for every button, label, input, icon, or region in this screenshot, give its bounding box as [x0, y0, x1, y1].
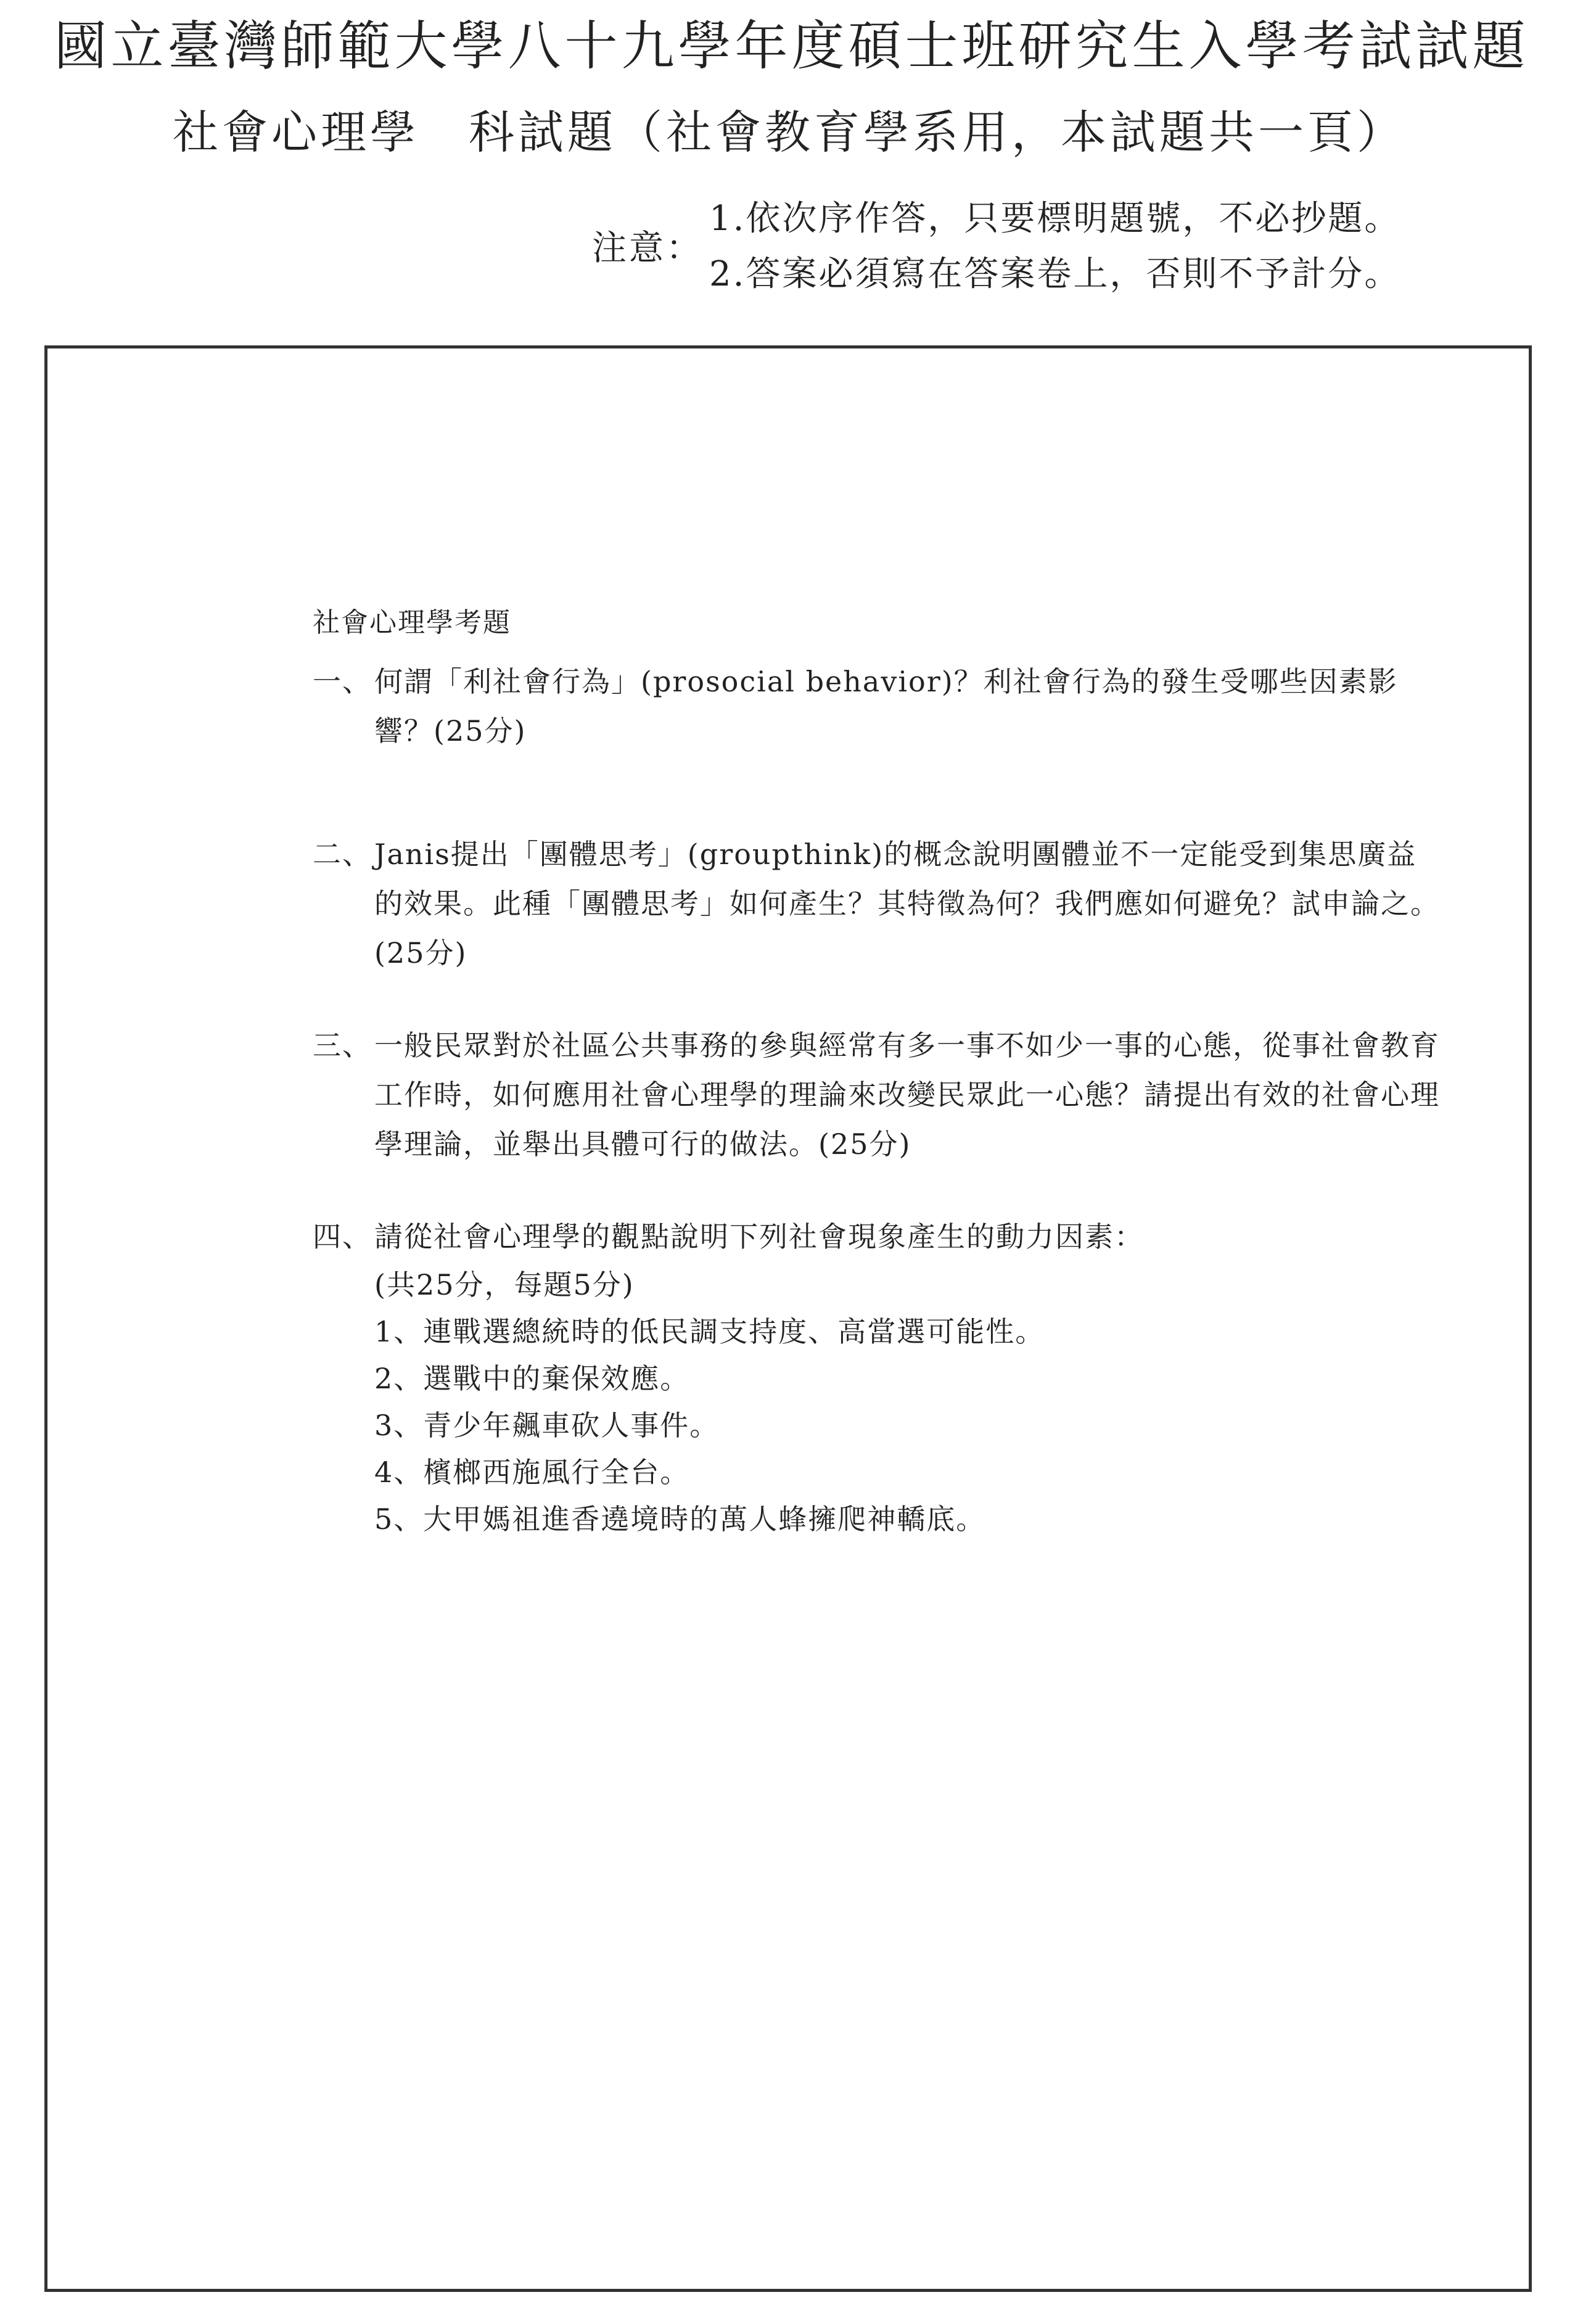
question-number: 二、 — [313, 838, 372, 871]
question-frame — [44, 345, 1532, 2292]
question-text: 一般民眾對於社區公共事務的參與經常有多一事不如少一事的心態，從事社會教育工作時，如何應用社會心理學的理論來改變民眾此一心態？請提出有效的社會心理學理論，並舉出具體可行的做法。(25分) — [374, 1029, 1440, 1161]
list-item: 3、青少年飆車砍人事件。 — [374, 1409, 720, 1442]
list-item: 2、選戰中的棄保效應。 — [374, 1362, 690, 1395]
question-3 — [313, 1021, 1441, 1169]
question-text: 請從社會心理學的觀點說明下列社會現象產生的動力因素： — [374, 1220, 1144, 1253]
question-4-sublist — [374, 1261, 1045, 1543]
question-number: 一、 — [313, 665, 372, 698]
question-2 — [313, 830, 1441, 978]
list-item: 4、檳榔西施風行全台。 — [374, 1456, 690, 1489]
question-number: 三、 — [313, 1029, 372, 1062]
question-content — [47, 348, 1529, 2289]
question-number: 四、 — [313, 1220, 372, 1253]
exam-heading: 社會心理學考題 — [313, 607, 511, 638]
question-text: Janis提出「團體思考」(groupthink)的概念說明團體並不一定能受到集思廣益的效果。此種「團體思考」如何產生？其特徵為何？我們應如何避免？試申論之。(25分) — [374, 838, 1440, 970]
list-item: 5、大甲媽祖進香遶境時的萬人蜂擁爬神轎底。 — [374, 1502, 986, 1536]
notice-block — [592, 191, 1455, 296]
question-note: (共25分，每題5分) — [374, 1268, 635, 1301]
notice-label: 注意： — [592, 228, 703, 268]
question-1 — [313, 657, 1441, 756]
exam-subtitle: 社會心理學 科試題（社會教育學系用，本試題共一頁） — [173, 106, 1406, 159]
list-item: 1、連戰選總統時的低民調支持度、高當選可能性。 — [374, 1315, 1045, 1348]
page-title: 國立臺灣師範大學八十九學年度碩士班研究生入學考試試題 — [54, 15, 1529, 77]
question-4 — [313, 1212, 1441, 1261]
question-text: 何謂「利社會行為」(prosocial behavior)？利社會行為的發生受哪些因素影響？(25分) — [374, 665, 1398, 748]
notice-item: 1.依次序作答，只要標明題號，不必抄題。 — [709, 199, 1401, 239]
notice-items — [709, 191, 1400, 302]
notice-item: 2.答案必須寫在答案卷上，否則不予計分。 — [709, 254, 1401, 294]
